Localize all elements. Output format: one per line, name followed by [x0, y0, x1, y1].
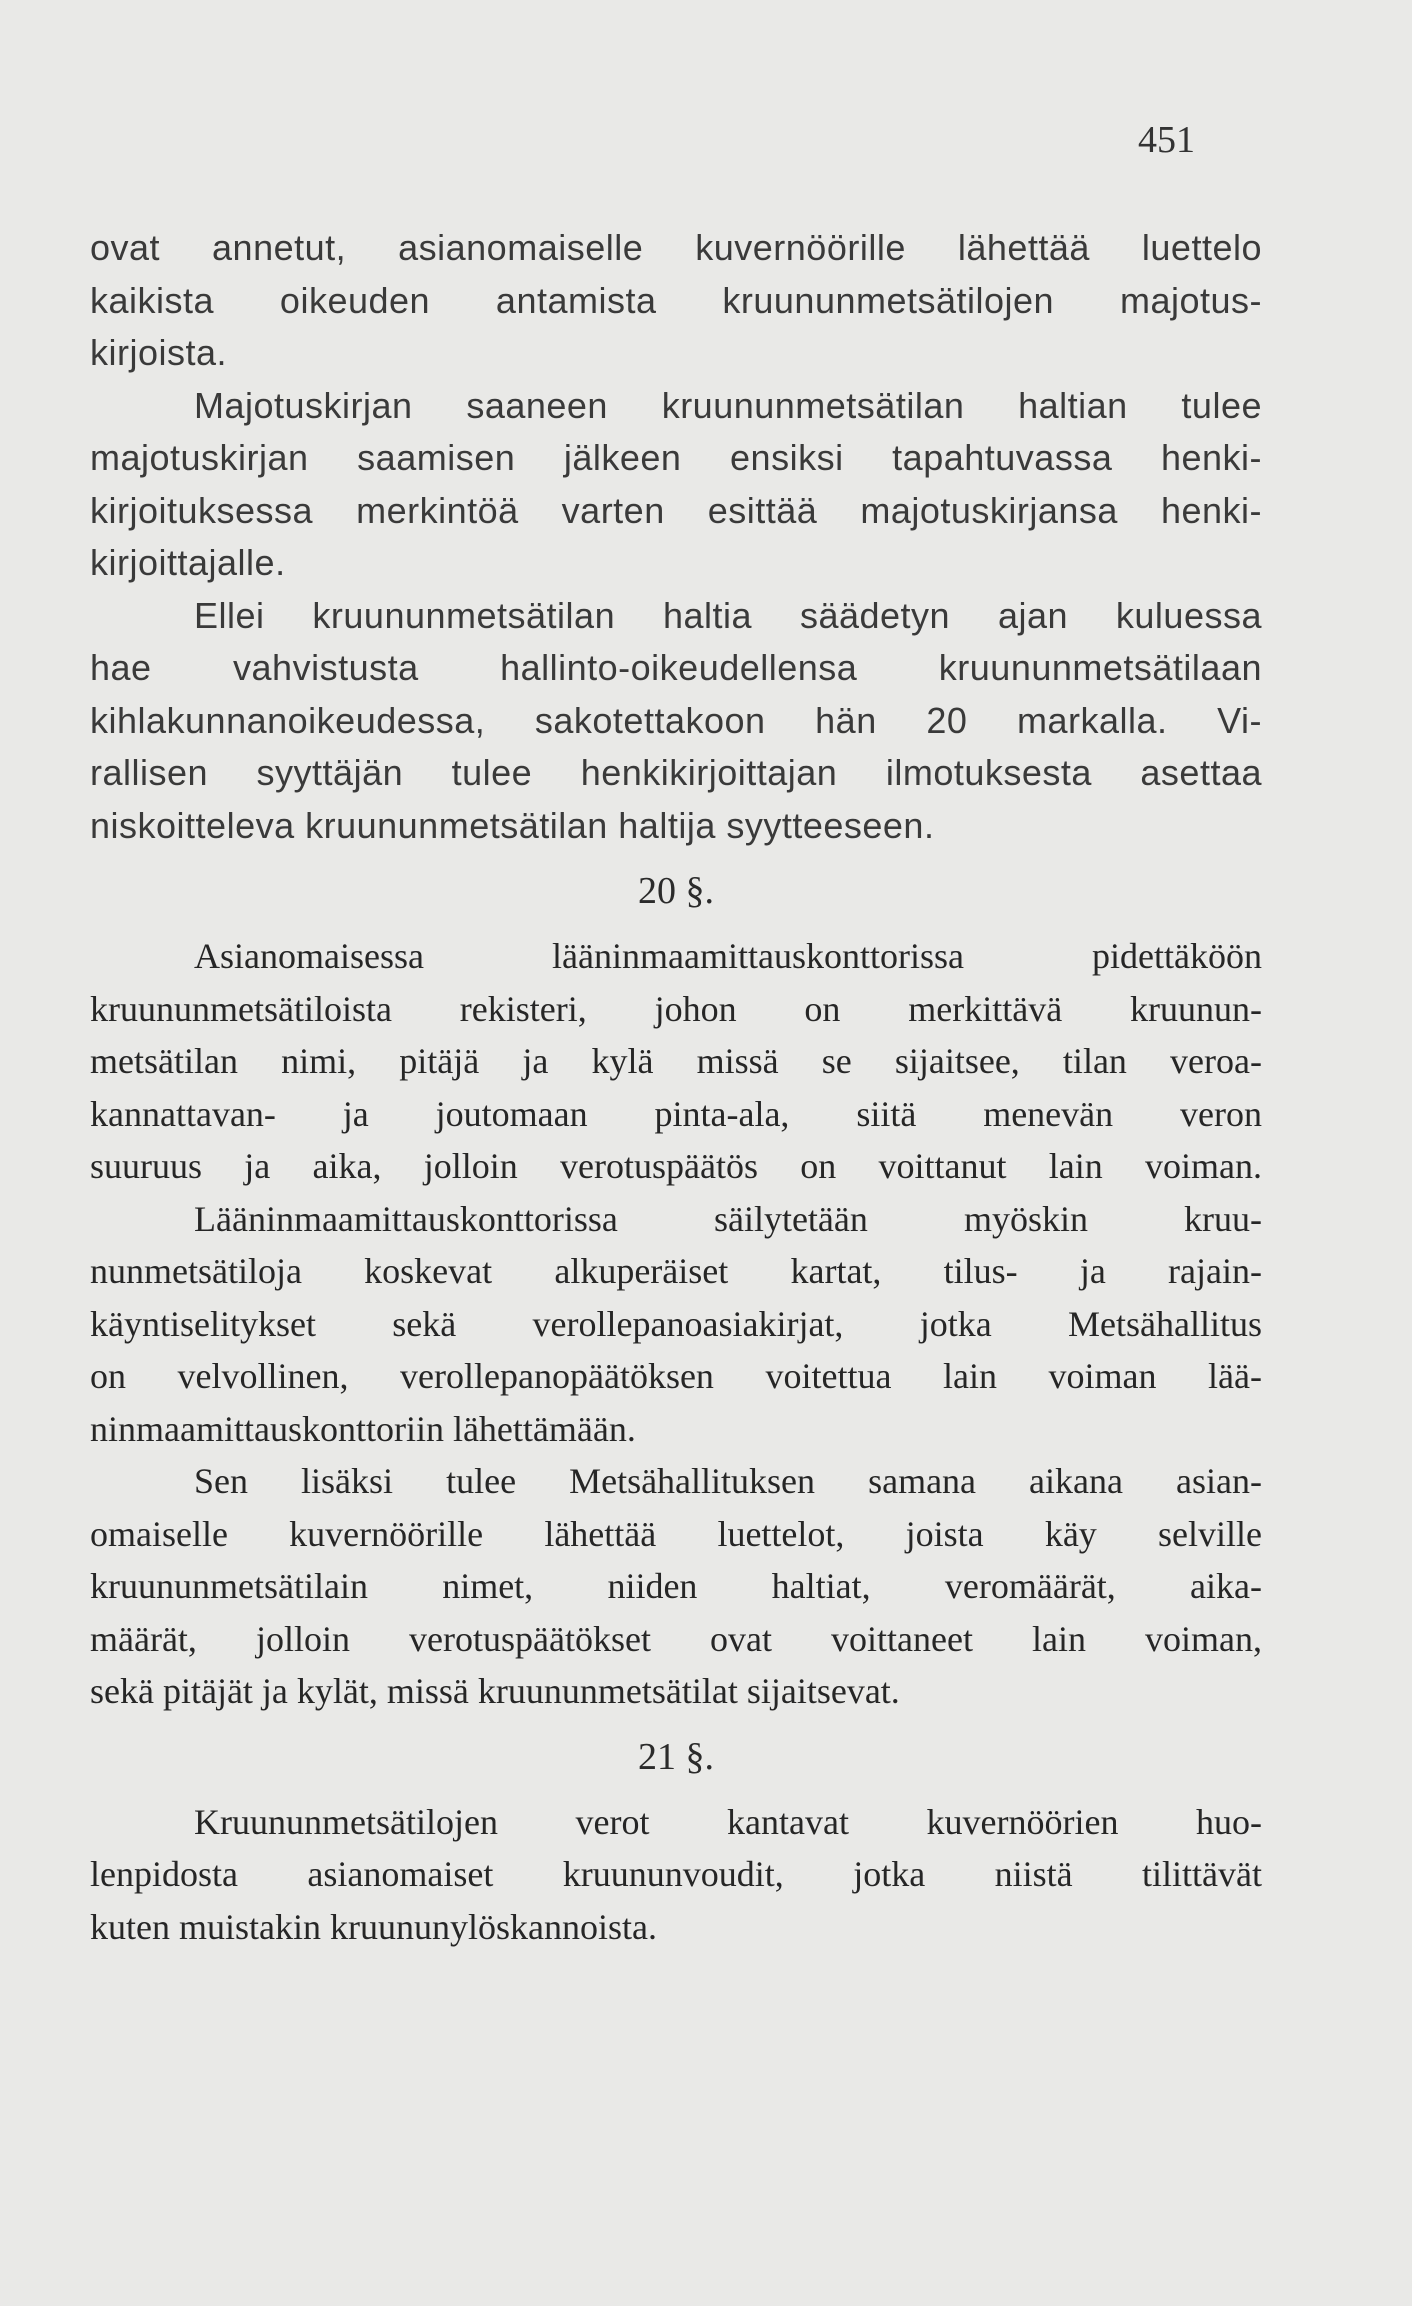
text-line: Lääninmaamittauskonttorissa säilytetään myöskin kruu-	[194, 1198, 1262, 1239]
text-line: ovat annetut, asianomaiselle kuvernöörille lähettää luettelo	[90, 227, 1262, 268]
text-line: hae vahvistusta hallinto-oikeudellensa kruununmetsätilaan	[90, 647, 1262, 688]
paragraph-block-section-20	[90, 930, 1262, 1718]
text-line: kaikista oikeuden antamista kruununmetsätilojen majotus-	[90, 279, 1262, 321]
paragraph-block-section-21	[90, 1796, 1262, 1954]
text-line: suuruus ja aika, jolloin verotuspäätös on voittanut lain voiman.	[90, 1146, 1262, 1186]
section-heading-21: 21 §.	[638, 1735, 714, 1778]
text-line: määrät, jolloin verotuspäätökset ovat voittaneet lain voiman,	[90, 1618, 1262, 1659]
text-line: metsätilan nimi, pitäjä ja kylä missä se sijaitsee, tilan veroa-	[90, 1041, 1262, 1081]
text-line: kruununmetsätilain nimet, niiden haltiat, veromäärät, aika-	[90, 1566, 1262, 1606]
text-line: kuten muistakin kruununylöskannoista.	[90, 1906, 657, 1947]
text-line: Asianomaisessa lääninmaamittauskonttorissa pidettäköön	[194, 936, 1262, 976]
text-line: kannattavan- ja joutomaan pinta-ala, siitä menevän veron	[90, 1093, 1262, 1134]
text-line: Sen lisäksi tulee Metsähallituksen samana aikana asian-	[194, 1461, 1262, 1501]
text-line: käyntiselitykset sekä verollepanoasiakirjat, jotka Metsähallitus	[90, 1303, 1262, 1344]
text-line: omaiselle kuvernöörille lähettää luettelot, joista käy selville	[90, 1513, 1262, 1554]
text-line: kirjoittajalle.	[90, 542, 286, 583]
text-line: ninmaamittauskonttoriin lähettämään.	[90, 1408, 636, 1449]
paragraph-block-intro	[90, 222, 1262, 852]
text-line: niskoitteleva kruununmetsätilan haltija syytteeseen.	[90, 804, 935, 846]
text-line: Majotuskirjan saaneen kruununmetsätilan haltian tulee	[194, 384, 1262, 426]
text-line: lenpidosta asianomaiset kruununvoudit, jotka niistä tilittävät	[90, 1854, 1262, 1894]
text-line: kirjoista.	[90, 332, 228, 373]
text-line: kruununmetsätiloista rekisteri, johon on merkittävä kruunun-	[90, 988, 1262, 1029]
page-number: 451	[1138, 119, 1195, 161]
text-line: kihlakunnanoikeudessa, sakotettakoon hän 20 markalla. Vi-	[90, 699, 1262, 741]
text-line: Kruununmetsätilojen verot kantavat kuvernöörien huo-	[194, 1801, 1262, 1842]
text-line: on velvollinen, verollepanopäätöksen voitettua lain voiman lää-	[90, 1356, 1262, 1396]
text-line: majotuskirjan saamisen jälkeen ensiksi tapahtuvassa henki-	[90, 437, 1262, 478]
text-line: rallisen syyttäjän tulee henkikirjoittajan ilmotuksesta asettaa	[90, 752, 1262, 793]
section-heading-20: 20 §.	[638, 870, 714, 912]
text-line: kirjoituksessa merkintöä varten esittää majotuskirjansa henki-	[90, 489, 1262, 531]
text-line: Ellei kruununmetsätilan haltia säädetyn ajan kuluessa	[194, 594, 1262, 636]
page-content	[90, 222, 1262, 1953]
text-line: nunmetsätiloja koskevat alkuperäiset kartat, tilus- ja rajain-	[90, 1251, 1262, 1291]
text-line: sekä pitäjät ja kylät, missä kruununmetsätilat sijaitsevat.	[90, 1671, 900, 1711]
